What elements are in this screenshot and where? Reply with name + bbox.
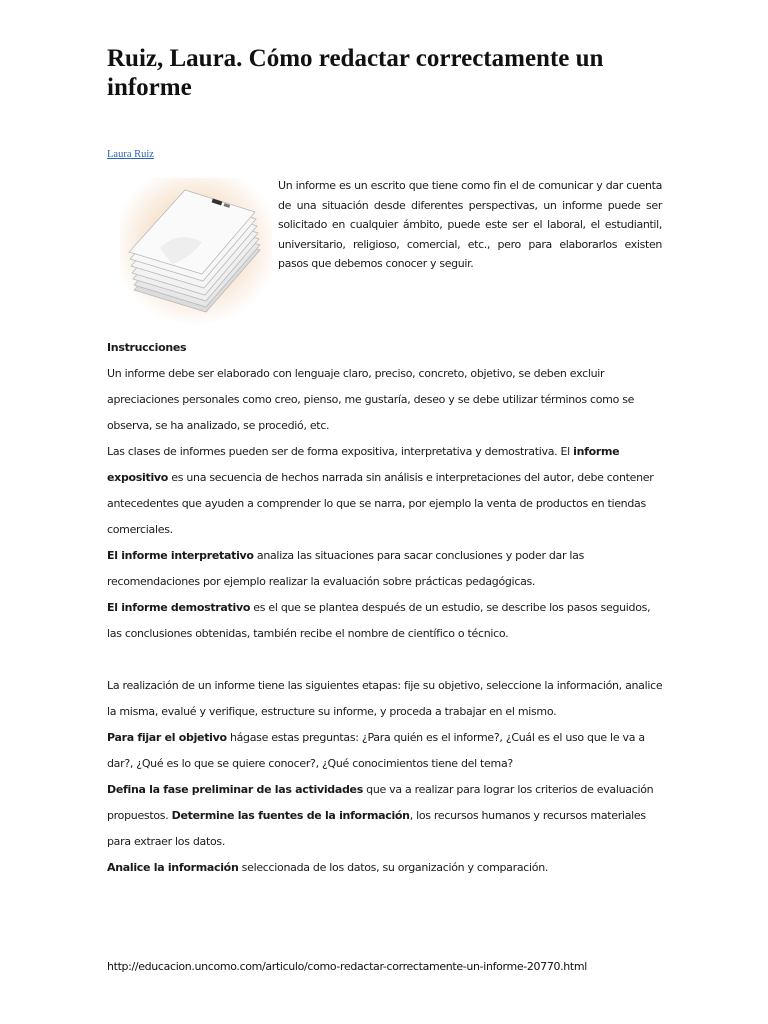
paragraph-demonstrative [107, 595, 667, 647]
paper-stack-image [120, 178, 272, 326]
instructions-heading: Instrucciones [107, 341, 187, 354]
paragraph-text: Un informe debe ser elaborado con lenguaje claro [107, 367, 369, 380]
document-title: Ruiz, Laura. Cómo redactar correctamente un informe [107, 45, 604, 101]
emphasis-text: Analice la información [107, 861, 239, 874]
emphasis-text: informe expositivo [107, 445, 620, 484]
source-url: http://educacion.uncomo.com/articulo/como-redactar-correctamente-un-informe-20770.html [107, 960, 587, 973]
paragraph-text: es una secuencia de hechos narrada sin análisis e interpretaciones del autor, debe contener antecedentes que ayuden a comprender lo que se narra, por ejemplo la venta de productos en tiendas comerciales. [107, 471, 654, 536]
paragraph-stages: La realización de un informe tiene las siguientes etapas: fije su objetivo, seleccione la información, analice la misma, evalué y verifique, estructure su informe, y proceda a trabajar en el mismo. [107, 679, 663, 718]
author-link[interactable]: Laura Ruiz [107, 149, 154, 160]
paragraph-text: , preciso, concreto, objetivo, se deben excluir apreciaciones personales como creo, pienso, me gustaría, deseo y se debe utilizar términos como se observa, se ha analizado, se procedió, etc. [107, 367, 635, 432]
paragraph-text: analiza las situaciones para sacar conclusiones y poder dar las recomendaciones por ejemplo realizar la evaluación sobre prácticas pedagógicas. [107, 549, 585, 588]
paragraph-spacer [107, 647, 667, 673]
paragraph-text: Las clases de informes pueden ser de forma expositiva, interpretativa y demostrativa. El [107, 445, 574, 458]
paragraph-activities [107, 777, 667, 855]
article-body [107, 335, 667, 881]
emphasis-text: El informe demostrativo [107, 601, 251, 614]
paragraph-interpretative [107, 543, 667, 595]
emphasis-text: Determine las fuentes de la información [171, 809, 410, 822]
paragraph-objective [107, 725, 667, 777]
paragraph-types [107, 439, 667, 543]
emphasis-text: El informe interpretativo [107, 549, 254, 562]
paragraph-text: , los recursos humanos y recursos materiales para extraer los datos. [107, 809, 646, 848]
paragraph-language [107, 361, 667, 439]
paragraph-text: seleccionada de los datos, su organización y comparación. [238, 861, 549, 874]
intro-paragraph: Un informe es un escrito que tiene como fin el de comunicar y dar cuenta de una situación desde diferentes perspectivas, un informe puede ser solicitado en cualquier ámbito, puede este ser el laboral, el estudiantil, universitario, religioso, comercial, etc., pero para elaborarlos existen pasos que debemos conocer y seguir. [278, 179, 662, 270]
paragraph-text: hágase estas preguntas: ¿Para quién es el informe?, ¿Cuál es el uso que le va a dar?, ¿Qué es lo que se quiere conocer?, ¿Qué conocimientos tiene del tema? [107, 731, 645, 770]
emphasis-text: Para fijar el objetivo [107, 731, 227, 744]
emphasis-text: Defina la fase preliminar de las actividades [107, 783, 363, 796]
paragraph-analysis [107, 855, 667, 881]
paragraph-text: que va a realizar para lograr los criterios de evaluación propuestos. [107, 783, 654, 822]
paragraph-text: es el que se plantea después de un estudio, se describe los pasos seguidos, las conclusiones obtenidas, también recibe el nombre de científico o técnico. [107, 601, 651, 640]
